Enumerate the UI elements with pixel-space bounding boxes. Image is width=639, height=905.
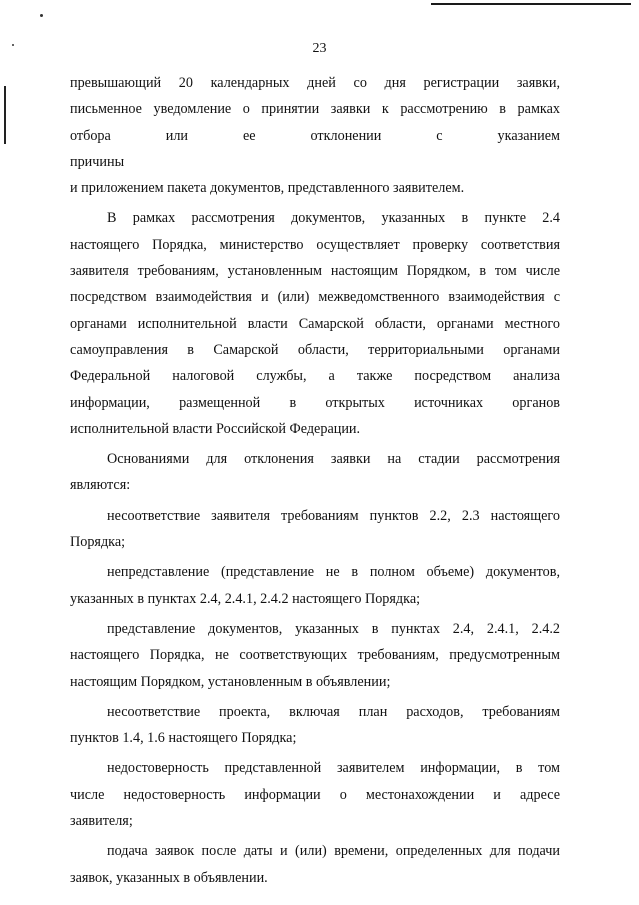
text-line: пунктов 1.4, 1.6 настоящего Порядка; bbox=[70, 730, 297, 747]
text-line: являются: bbox=[70, 477, 131, 494]
scan-edge-line bbox=[431, 3, 631, 5]
text-line: числе недостоверность информации о местонахождении и адресе bbox=[70, 786, 560, 803]
text-line: В рамках рассмотрения документов, указанных в пункте 2.4 bbox=[107, 210, 560, 227]
text-line: настоящего Порядка, министерство осуществляет проверку соответствия bbox=[70, 236, 560, 253]
text-line: Порядка; bbox=[70, 534, 126, 551]
text-line: отбора или ее отклонении с указанием причины bbox=[70, 127, 560, 170]
text-line: указанных в пунктах 2.4, 2.4.1, 2.4.2 настоящего Порядка; bbox=[70, 590, 421, 607]
text-line: недостоверность представленной заявителем информации, в том bbox=[107, 760, 560, 777]
text-line: информации, размещенной в открытых источниках органов bbox=[70, 394, 560, 411]
text-line: Основаниями для отклонения заявки на стадии рассмотрения bbox=[107, 451, 560, 468]
list-item-ground bbox=[70, 503, 560, 556]
paragraph-notification bbox=[70, 70, 560, 201]
text-line: письменное уведомление о принятии заявки к рассмотрению в рамках bbox=[70, 101, 560, 118]
text-line: несоответствие проекта, включая план расходов, требованиям bbox=[107, 703, 560, 720]
list-item-ground bbox=[70, 616, 560, 695]
document-body bbox=[70, 70, 560, 895]
page-number: 23 bbox=[312, 41, 327, 56]
text-line: настоящего Порядка, не соответствующих требованиям, предусмотренным bbox=[70, 647, 560, 664]
text-line: и приложением пакета документов, представленного заявителем. bbox=[70, 180, 465, 197]
text-line: непредставление (представление не в полном объеме) документов, bbox=[107, 564, 560, 581]
text-line: представление документов, указанных в пунктах 2.4, 2.4.1, 2.4.2 bbox=[107, 620, 560, 637]
margin-mark bbox=[4, 86, 6, 144]
text-line: подача заявок после даты и (или) времени, определенных для подачи bbox=[107, 843, 560, 860]
list-item-ground bbox=[70, 755, 560, 834]
list-item-ground bbox=[70, 559, 560, 612]
list-item-ground bbox=[70, 838, 560, 891]
text-line: заявителя; bbox=[70, 813, 133, 830]
paragraph-rejection-grounds-intro bbox=[70, 446, 560, 499]
scan-speck bbox=[40, 14, 43, 17]
text-line: исполнительной власти Российской Федерации. bbox=[70, 420, 361, 437]
paragraph-review-scope bbox=[70, 205, 560, 442]
text-line: посредством взаимодействия и (или) межведомственного взаимодействия с bbox=[70, 289, 560, 306]
text-line: превышающий 20 календарных дней со дня регистрации заявки, bbox=[70, 75, 560, 91]
text-line: Федеральной налоговой службы, а также посредством анализа bbox=[70, 368, 560, 385]
text-line: заявок, указанных в объявлении. bbox=[70, 869, 268, 886]
text-line: заявителя требованиям, установленным настоящим Порядком, в том числе bbox=[70, 263, 560, 280]
list-item-ground bbox=[70, 699, 560, 752]
text-line: несоответствие заявителя требованиям пунктов 2.2, 2.3 настоящего bbox=[107, 507, 560, 524]
text-line: самоуправления в Самарской области, территориальными органами bbox=[70, 341, 560, 358]
text-line: органами исполнительной власти Самарской области, органами местного bbox=[70, 315, 560, 332]
text-line: настоящим Порядком, установленным в объявлении; bbox=[70, 673, 391, 690]
